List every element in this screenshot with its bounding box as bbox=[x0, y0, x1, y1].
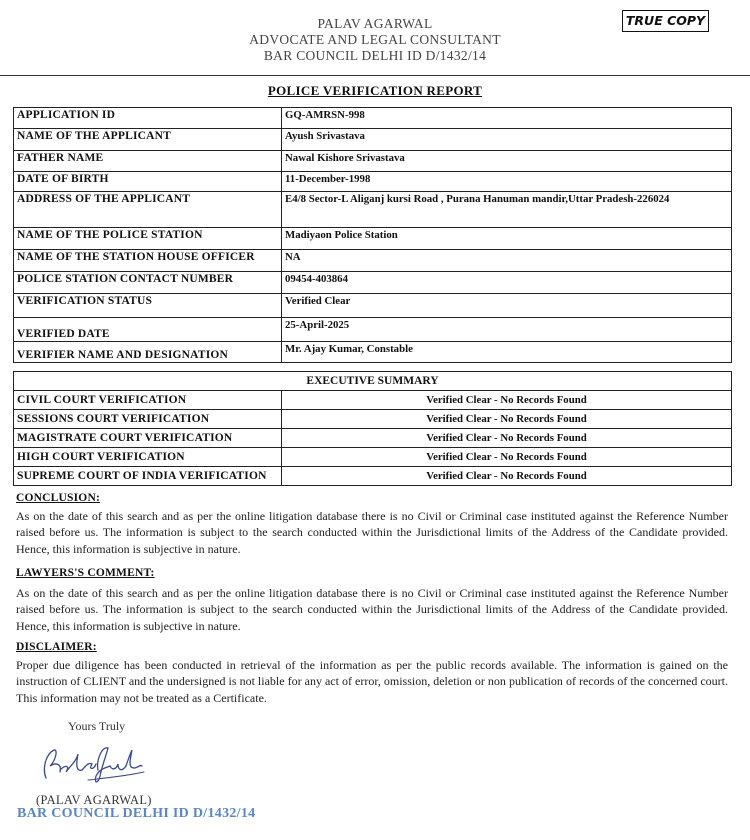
table-header-row bbox=[14, 372, 732, 391]
detail-value: 09454-403864 bbox=[282, 272, 732, 294]
summary-value: Verified Clear - No Records Found bbox=[282, 448, 732, 467]
closing-text: Yours Truly bbox=[68, 719, 126, 733]
detail-label: DATE OF BIRTH bbox=[14, 172, 282, 192]
detail-label: NAME OF THE STATION HOUSE OFFICER bbox=[14, 250, 282, 272]
lawyers-comment-heading: LAWYERS'S COMMENT: bbox=[16, 567, 155, 579]
conclusion-heading: CONCLUSION: bbox=[16, 492, 100, 504]
detail-value: Ayush Srivastava bbox=[282, 129, 732, 151]
letterhead-bar-id: BAR COUNCIL DELHI ID D/1432/14 bbox=[263, 48, 487, 63]
detail-label: APPLICATION ID bbox=[14, 108, 282, 129]
summary-label: MAGISTRATE COURT VERIFICATION bbox=[14, 429, 282, 448]
detail-value: 25-April-2025 bbox=[282, 318, 732, 342]
detail-value: NA bbox=[282, 250, 732, 272]
summary-label: SESSIONS COURT VERIFICATION bbox=[14, 410, 282, 429]
summary-label: CIVIL COURT VERIFICATION bbox=[14, 391, 282, 410]
detail-label: POLICE STATION CONTACT NUMBER bbox=[14, 272, 282, 294]
table-row bbox=[14, 410, 732, 429]
summary-value: Verified Clear - No Records Found bbox=[282, 391, 732, 410]
detail-label: VERIFIED DATE bbox=[14, 318, 282, 342]
handwritten-signature-icon bbox=[36, 740, 146, 788]
table-row bbox=[14, 272, 732, 294]
table-row bbox=[14, 467, 732, 486]
lawyers-comment-text: As on the date of this search and as per the online litigation database there is no Civil or Criminal case instituted against the Reference Number raised before us. The information is subject to the search conducted within the Jurisdictional limits of the Address of the Candidate provided. Hence, this information is subjective in nature. bbox=[16, 586, 728, 633]
table-row bbox=[14, 192, 732, 228]
disclaimer-text: Proper due diligence has been conducted in retrieval of the information as per the public records available. The information is gained on the instruction of CLIENT and the undersigned is not liable for any act of error, omission, deletion or non publication of records of the concerned court. This information may not be treated as a Certificate. bbox=[16, 658, 728, 705]
detail-label: FATHER NAME bbox=[14, 151, 282, 172]
table-row bbox=[14, 429, 732, 448]
detail-label: VERIFICATION STATUS bbox=[14, 294, 282, 318]
detail-label: NAME OF THE APPLICANT bbox=[14, 129, 282, 151]
conclusion-text: As on the date of this search and as per the online litigation database there is no Civil or Criminal case instituted against the Reference Number raised before us. The information is subject to the search conducted within the Jurisdictional limits of the Address of the Candidate provided. Hence, this information is subjective in nature. bbox=[16, 509, 728, 556]
true-copy-stamp: TRUE COPY bbox=[622, 10, 709, 32]
detail-value: Nawal Kishore Srivastava bbox=[282, 151, 732, 172]
detail-value: E4/8 Sector-L Aliganj kursi Road , Purana Hanuman mandir,Uttar Pradesh-226024 bbox=[282, 192, 732, 228]
detail-value: Verified Clear bbox=[282, 294, 732, 318]
detail-value: GQ-AMRSN-998 bbox=[282, 108, 732, 129]
summary-value: Verified Clear - No Records Found bbox=[282, 410, 732, 429]
detail-label: NAME OF THE POLICE STATION bbox=[14, 228, 282, 250]
detail-value: 11-December-1998 bbox=[282, 172, 732, 192]
disclaimer-heading: DISCLAIMER: bbox=[16, 641, 97, 653]
table-row bbox=[14, 342, 732, 363]
header-divider bbox=[0, 75, 750, 76]
detail-label: VERIFIER NAME AND DESIGNATION bbox=[14, 342, 282, 363]
details-table bbox=[13, 107, 732, 363]
letterhead-name: PALAV AGARWAL bbox=[317, 16, 433, 31]
table-row bbox=[14, 294, 732, 318]
executive-summary-table bbox=[13, 371, 732, 486]
table-row bbox=[14, 228, 732, 250]
table-row bbox=[14, 129, 732, 151]
detail-value: Madiyaon Police Station bbox=[282, 228, 732, 250]
report-title: POLICE VERIFICATION REPORT bbox=[267, 83, 483, 98]
summary-label: HIGH COURT VERIFICATION bbox=[14, 448, 282, 467]
table-row bbox=[14, 391, 732, 410]
detail-value: Mr. Ajay Kumar, Constable bbox=[282, 342, 732, 363]
letterhead-designation: ADVOCATE AND LEGAL CONSULTANT bbox=[249, 32, 501, 47]
table-row bbox=[14, 151, 732, 172]
table-row bbox=[14, 448, 732, 467]
table-row bbox=[14, 318, 732, 342]
table-row bbox=[14, 250, 732, 272]
signer-bar-id: BAR COUNCIL DELHI ID D/1432/14 bbox=[17, 806, 256, 821]
summary-label: SUPREME COURT OF INDIA VERIFICATION bbox=[14, 467, 282, 486]
summary-value: Verified Clear - No Records Found bbox=[282, 467, 732, 486]
table-row bbox=[14, 108, 732, 129]
signer-name: (PALAV AGARWAL) bbox=[36, 793, 152, 807]
summary-value: Verified Clear - No Records Found bbox=[282, 429, 732, 448]
executive-summary-heading: EXECUTIVE SUMMARY bbox=[14, 372, 732, 391]
table-row bbox=[14, 172, 732, 192]
detail-label: ADDRESS OF THE APPLICANT bbox=[14, 192, 282, 228]
